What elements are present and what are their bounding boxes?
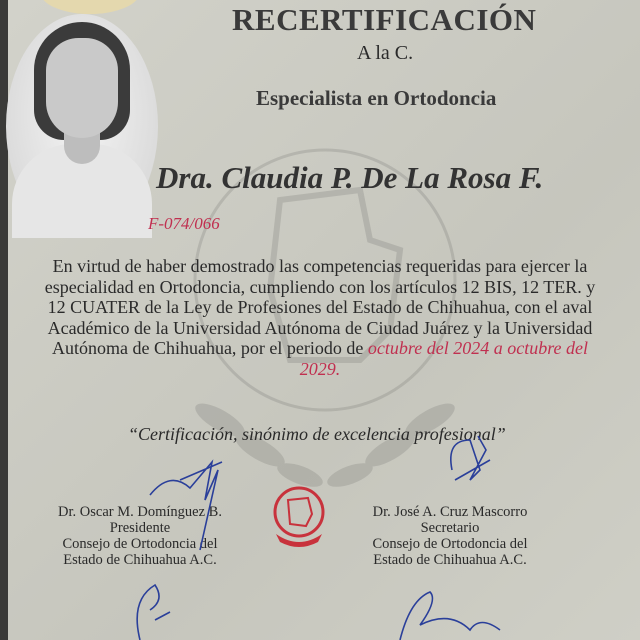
body-text: En virtud de haber demostrado las competencias requeridas para ejercer la especialidad en Ortodoncia, cumpliendo con los artículos 12 BIS, 12 TER. y 12 CUATER de la Ley de Profesiones del Estado de Chihuahua, con el aval Académico de la Universidad Autónoma de Ciudad Juárez y la Universidad Autónoma de Chihuahua, por el periodo de [44, 256, 596, 358]
signature-bottom-right [400, 592, 500, 640]
motto: “Certificación, sinónimo de excelencia profesional” [128, 424, 506, 444]
certificate-title: RECERTIFICACIÓN [232, 2, 537, 37]
signatory-name: Dr. José A. Cruz Mascorro [372, 504, 528, 520]
validity-period: octubre del 2024 a octubre del 2029. [299, 338, 589, 379]
signature-bottom-left [137, 585, 170, 640]
signatory-org: Consejo de Ortodoncia del [62, 536, 218, 552]
signatory-name: Dr. Oscar M. Domínguez B. [58, 504, 222, 520]
recipient-name: Dra. Claudia P. De La Rosa F. [156, 160, 544, 195]
specialty: Especialista en Ortodoncia [256, 86, 497, 110]
signature-president [150, 462, 222, 550]
signatory-role: Secretario [420, 520, 480, 536]
recipient-prefix: A la C. [357, 42, 414, 64]
signatory-role: Presidente [109, 520, 171, 536]
signature-secretary [451, 436, 490, 480]
signatory-org: Estado de Chihuahua A.C. [373, 552, 527, 568]
signatory-org: Estado de Chihuahua A.C. [63, 552, 217, 568]
folio-number: F-074/066 [148, 214, 220, 233]
signatory-org: Consejo de Ortodoncia del [372, 536, 528, 552]
